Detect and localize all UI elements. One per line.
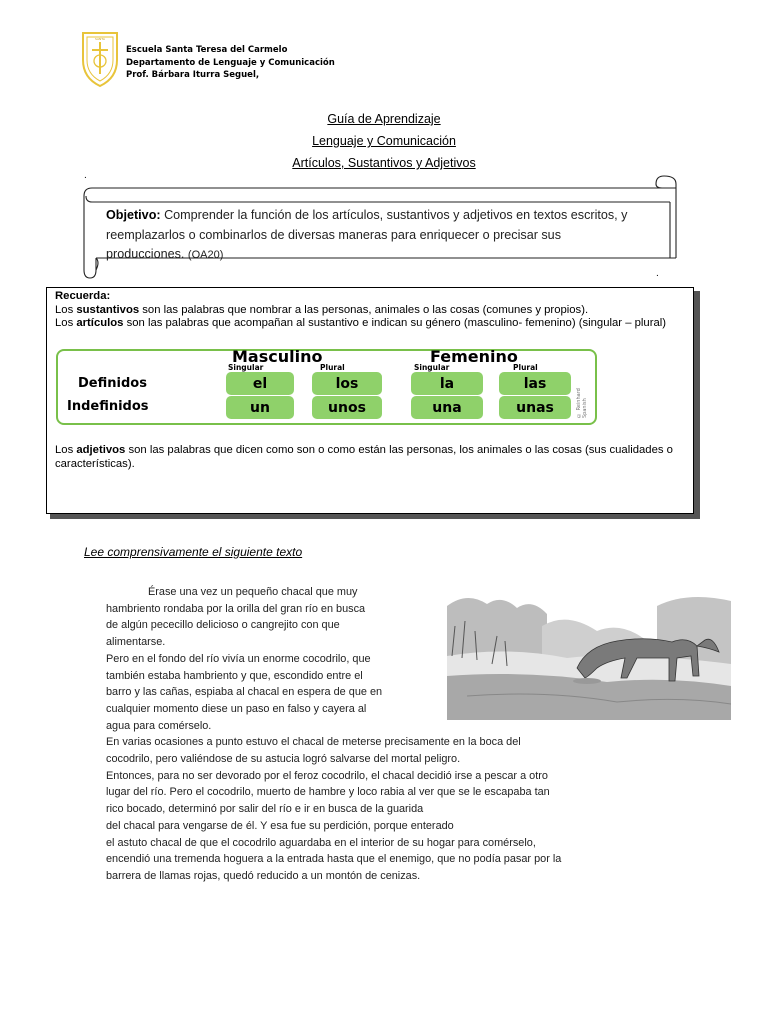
objective-body: Comprender la función de los artículos, sustantivos y adjetivos en textos escritos, y reemplazarlos o combinarlos de diversas maneras para enriquecer o precisar sus producciones. — [106, 208, 628, 261]
school-name: Escuela Santa Teresa del Carmelo — [126, 45, 288, 55]
row-indefinidos: Indefinidos — [67, 399, 149, 414]
cell-el: el — [226, 372, 294, 395]
story-line: lugar del río. Pero el cocodrilo, muerto de hambre y loco rabia al ver que se le escapaba tan — [106, 786, 550, 799]
story-line: Érase una vez un pequeño chacal que muy — [148, 586, 358, 598]
row-definidos: Definidos — [78, 376, 147, 391]
story-line: de algún pececillo delicioso o cangrejito con que — [106, 619, 340, 632]
sustantivos-definition: Los sustantivos son las palabras que nombrar a las personas, animales o las cosas (comunes y propios). — [55, 303, 589, 316]
header-masculino: Masculino — [232, 347, 323, 366]
story-line: cualquier momento diese un paso en falso y cayera al — [106, 702, 367, 715]
story-line: encendió una tremenda hoguera a la entrada hasta que el enemigo, que no podía pasar por la — [106, 853, 562, 866]
department-name: Departamento de Lenguaje y Comunicación — [126, 57, 335, 68]
objective-label: Objetivo: — [106, 208, 161, 222]
title-guide: Guía de Aprendizaje — [327, 112, 441, 126]
recuerda-title: Recuerda: — [55, 290, 111, 302]
school-header — [126, 44, 335, 82]
story-line: hambriento rondaba por la orilla del gran río en busca — [106, 602, 366, 615]
jackal-illustration — [447, 586, 731, 720]
stray-dot-right: . — [656, 268, 659, 279]
school-crest-logo — [80, 30, 120, 88]
objective-text — [106, 206, 636, 266]
image-credit: © Reinhard Spanish — [576, 388, 588, 418]
title-topic: Artículos, Sustantivos y Adjetivos — [292, 156, 476, 170]
fem-singular-label: Singular — [414, 363, 450, 372]
masc-plural-label: Plural — [320, 363, 345, 372]
fem-plural-label: Plural — [513, 363, 538, 372]
story-line: En varias ocasiones a punto estuvo el chacal de meterse precisamente en la boca del — [106, 736, 521, 749]
objective-code: (OA20) — [187, 249, 224, 261]
story-line: barro y las cañas, espiaba al chacal en espera de que en — [106, 686, 383, 699]
svg-text:SANTA: SANTA — [95, 37, 105, 41]
story-line: rico bocado, determinó por salir del río e ir en busca de la guarida — [106, 803, 424, 816]
story-line: alimentarse. — [106, 636, 166, 649]
header-femenino: Femenino — [430, 347, 518, 366]
recuerda-definitions — [55, 290, 690, 331]
story-line: Entonces, para no ser devorado por el feroz cocodrilo, el chacal decidió irse a pescar a otro — [106, 769, 548, 782]
cell-los: los — [312, 372, 382, 395]
title-subject: Lenguaje y Comunicación — [312, 134, 456, 148]
story-line: del chacal para vengarse de él. Y esa fue su perdición, porque enterado — [106, 819, 454, 832]
stray-dot: . — [84, 170, 87, 181]
adjetivos-definition: Los adjetivos son las palabras que dicen como son o como están las personas, los animales o las cosas (sus cualidades o características). — [55, 444, 673, 470]
story-line: Pero en el fondo del río vivía un enorme cocodrilo, que — [106, 652, 371, 665]
masc-singular-label: Singular — [228, 363, 264, 372]
story-line: cocodrilo, pero valiéndose de su astucia logró salvarse del mortal peligro. — [106, 753, 461, 766]
cell-las: las — [499, 372, 571, 395]
story-line: también estaba hambriento y que, escondido entre el — [106, 669, 363, 682]
cell-la: la — [411, 372, 483, 395]
cell-unos: unos — [312, 396, 382, 419]
cell-una: una — [411, 396, 483, 419]
story-line: agua para comérselo. — [106, 719, 212, 732]
story-line: barrera de llamas rojas, quedó reducido a un montón de cenizas. — [106, 869, 421, 882]
teacher-name: Prof. Bárbara Iturra Seguel, — [126, 70, 260, 80]
reading-instruction: Lee comprensivamente el siguiente texto — [84, 545, 303, 559]
articulos-definition: Los artículos son las palabras que acompañan al sustantivo e indican su género (masculino- femenino) (singular – plural) — [55, 317, 667, 330]
story-line: el astuto chacal de que el cocodrilo aguardaba en el interior de su hogar para comérselo, — [106, 836, 536, 849]
cell-unas: unas — [499, 396, 571, 419]
cell-un: un — [226, 396, 294, 419]
document-titles — [0, 108, 768, 174]
